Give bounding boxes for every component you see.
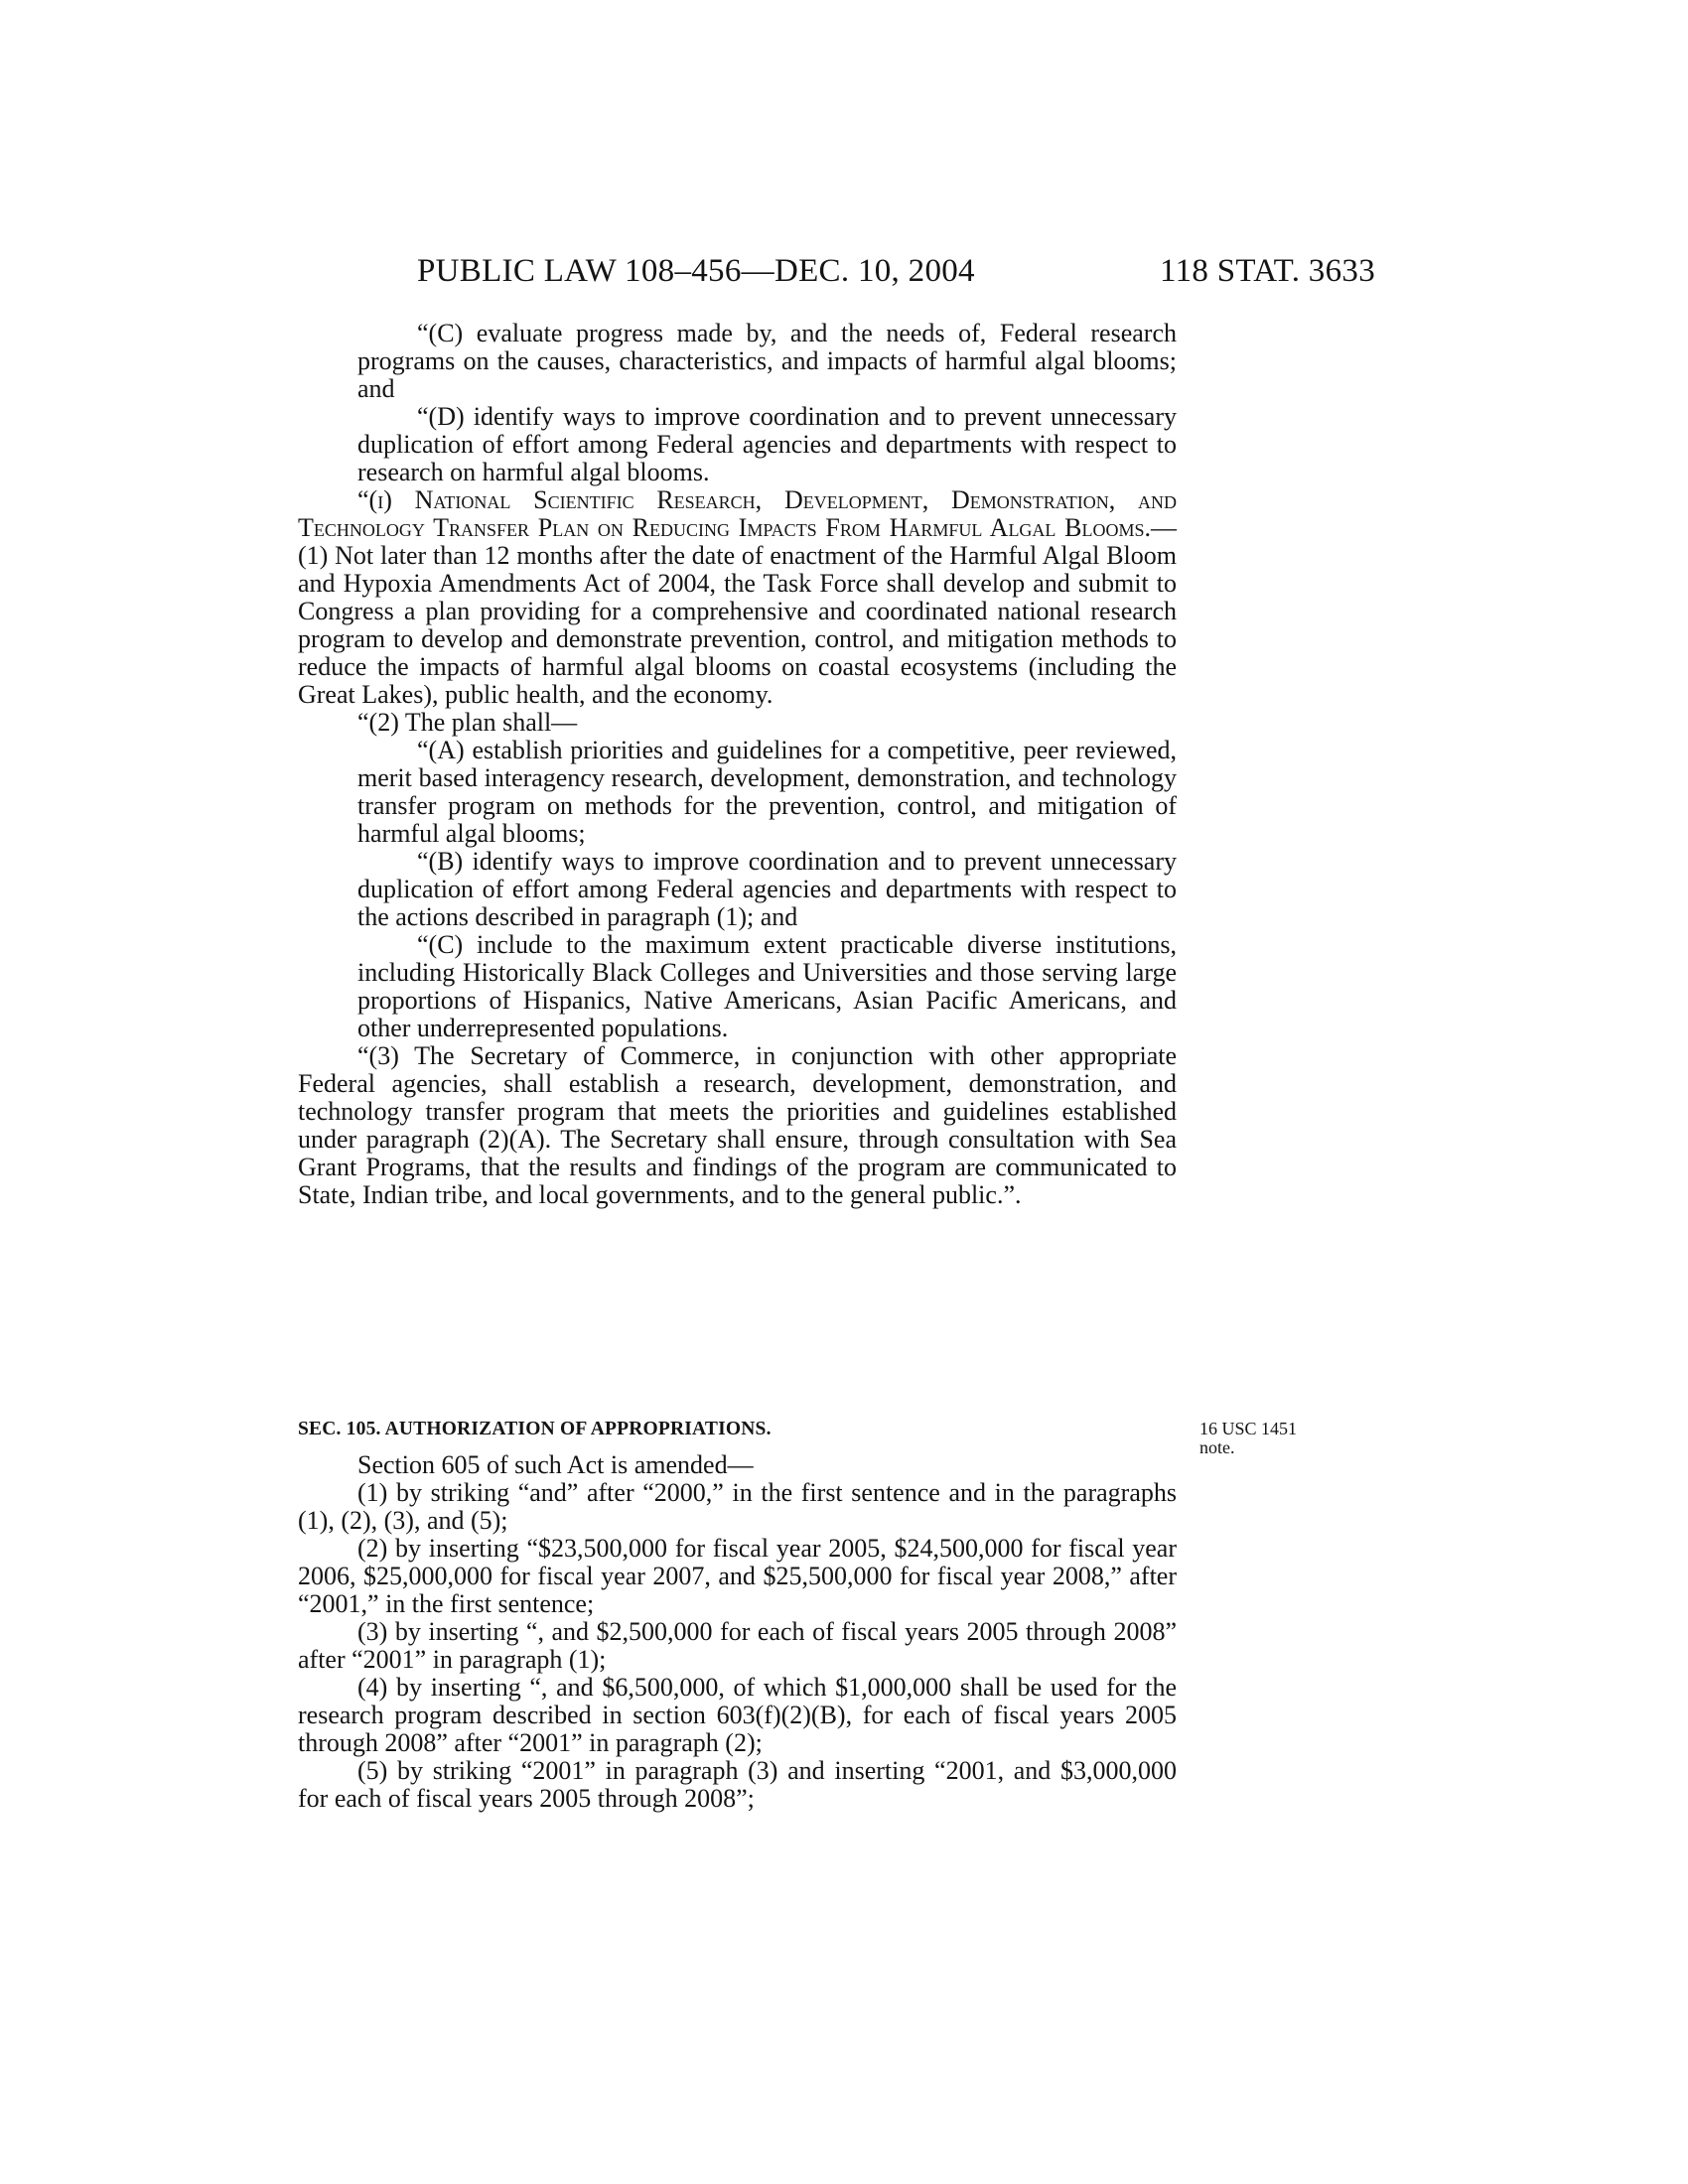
paragraph-3: “(3) The Secretary of Commerce, in conjunction with other appropriate Federal agencies, shall establish a research, development, demonstration, and technology transfer program that meets the priorities and guidelines established under paragraph (2)(A). The Secretary shall ensure, through consultation with Sea Grant Programs, that the results and findings of the program are communicated to State, Indian tribe, and local governments, and to the general public.”. xyxy=(298,1041,1177,1209)
running-title: PUBLIC LAW 108–456—DEC. 10, 2004 xyxy=(417,253,975,289)
paragraph-2b: “(B) identify ways to improve coordination and to prevent unnecessary duplication of effort among Federal agencies and departments with respect to the actions described in paragraph (1); and xyxy=(357,847,1177,931)
section-105-intro: Section 605 of such Act is amended— xyxy=(357,1450,754,1479)
section-105-item-1: (1) by striking “and” after “2000,” in the first sentence and in the paragraphs (1), (2), (3), and (5); xyxy=(298,1478,1177,1535)
subsection-i-text: —(1) Not later than 12 months after the date of enactment of the Harmful Algal Bloom and Hypoxia Amendments Act of 2004, the Task Force shall develop and submit to Congress a plan providing for a comprehensive and coordinated national research program to develop and demonstrate prevention, control, and mitigation methods to reduce the impacts of harmful algal blooms on coastal ecosystems (including the Great Lakes), public health, and the economy. xyxy=(298,513,1177,709)
paragraph-2a: “(A) establish priorities and guidelines for a competitive, peer reviewed, merit based interagency research, development, demonstration, and technology transfer program on methods for the prevention, control, and mitigation of harmful algal blooms; xyxy=(357,736,1177,848)
section-105-item-5: (5) by striking “2001” in paragraph (3) and inserting “2001, and $3,000,000 for each of fiscal years 2005 through 2008”; xyxy=(298,1756,1177,1813)
paragraph-2c: “(C) include to the maximum extent practicable diverse institutions, including Historically Black Colleges and Universities and those serving large proportions of Hispanics, Native Americans, Asian Pacific Americans, and other underrepresented populations. xyxy=(357,930,1177,1042)
subsection-i xyxy=(298,486,1177,709)
section-105-item-3: (3) by inserting “, and $2,500,000 for each of fiscal years 2005 through 2008” after “2001” in paragraph (1); xyxy=(298,1617,1177,1674)
page-header xyxy=(417,253,1375,289)
margin-note-usc: 16 USC 1451 note. xyxy=(1199,1419,1298,1457)
subsection-i-heading: “(i) National Scientific Research, Development, Demonstration, and Technology Transfer Plan on Reducing Impacts From Harmful Algal Blooms. xyxy=(298,485,1177,542)
section-105-heading: SEC. 105. AUTHORIZATION OF APPROPRIATIONS. xyxy=(298,1419,772,1439)
statute-page-number: 118 STAT. 3633 xyxy=(1160,253,1375,289)
section-105-item-4: (4) by inserting “, and $6,500,000, of which $1,000,000 shall be used for the research program described in section 603(f)(2)(B), for each of fiscal years 2005 through 2008” after “2001” in paragraph (2); xyxy=(298,1673,1177,1757)
subparagraph-d-identify: “(D) identify ways to improve coordination and to prevent unnecessary duplication of effort among Federal agencies and departments with respect to research on harmful algal blooms. xyxy=(357,402,1177,486)
section-105-item-2: (2) by inserting “$23,500,000 for fiscal year 2005, $24,500,000 for fiscal year 2006, $25,000,000 for fiscal year 2007, and $25,500,000 for fiscal year 2008,” after “2001,” in the first sentence; xyxy=(298,1534,1177,1618)
amendment-text-block xyxy=(298,320,1177,1209)
subparagraph-c-evaluate: “(C) evaluate progress made by, and the needs of, Federal research programs on the causes, characteristics, and impacts of harmful algal blooms; and xyxy=(357,319,1177,403)
paragraph-2-intro: “(2) The plan shall— xyxy=(357,708,578,737)
section-105-body xyxy=(298,1451,1177,1813)
